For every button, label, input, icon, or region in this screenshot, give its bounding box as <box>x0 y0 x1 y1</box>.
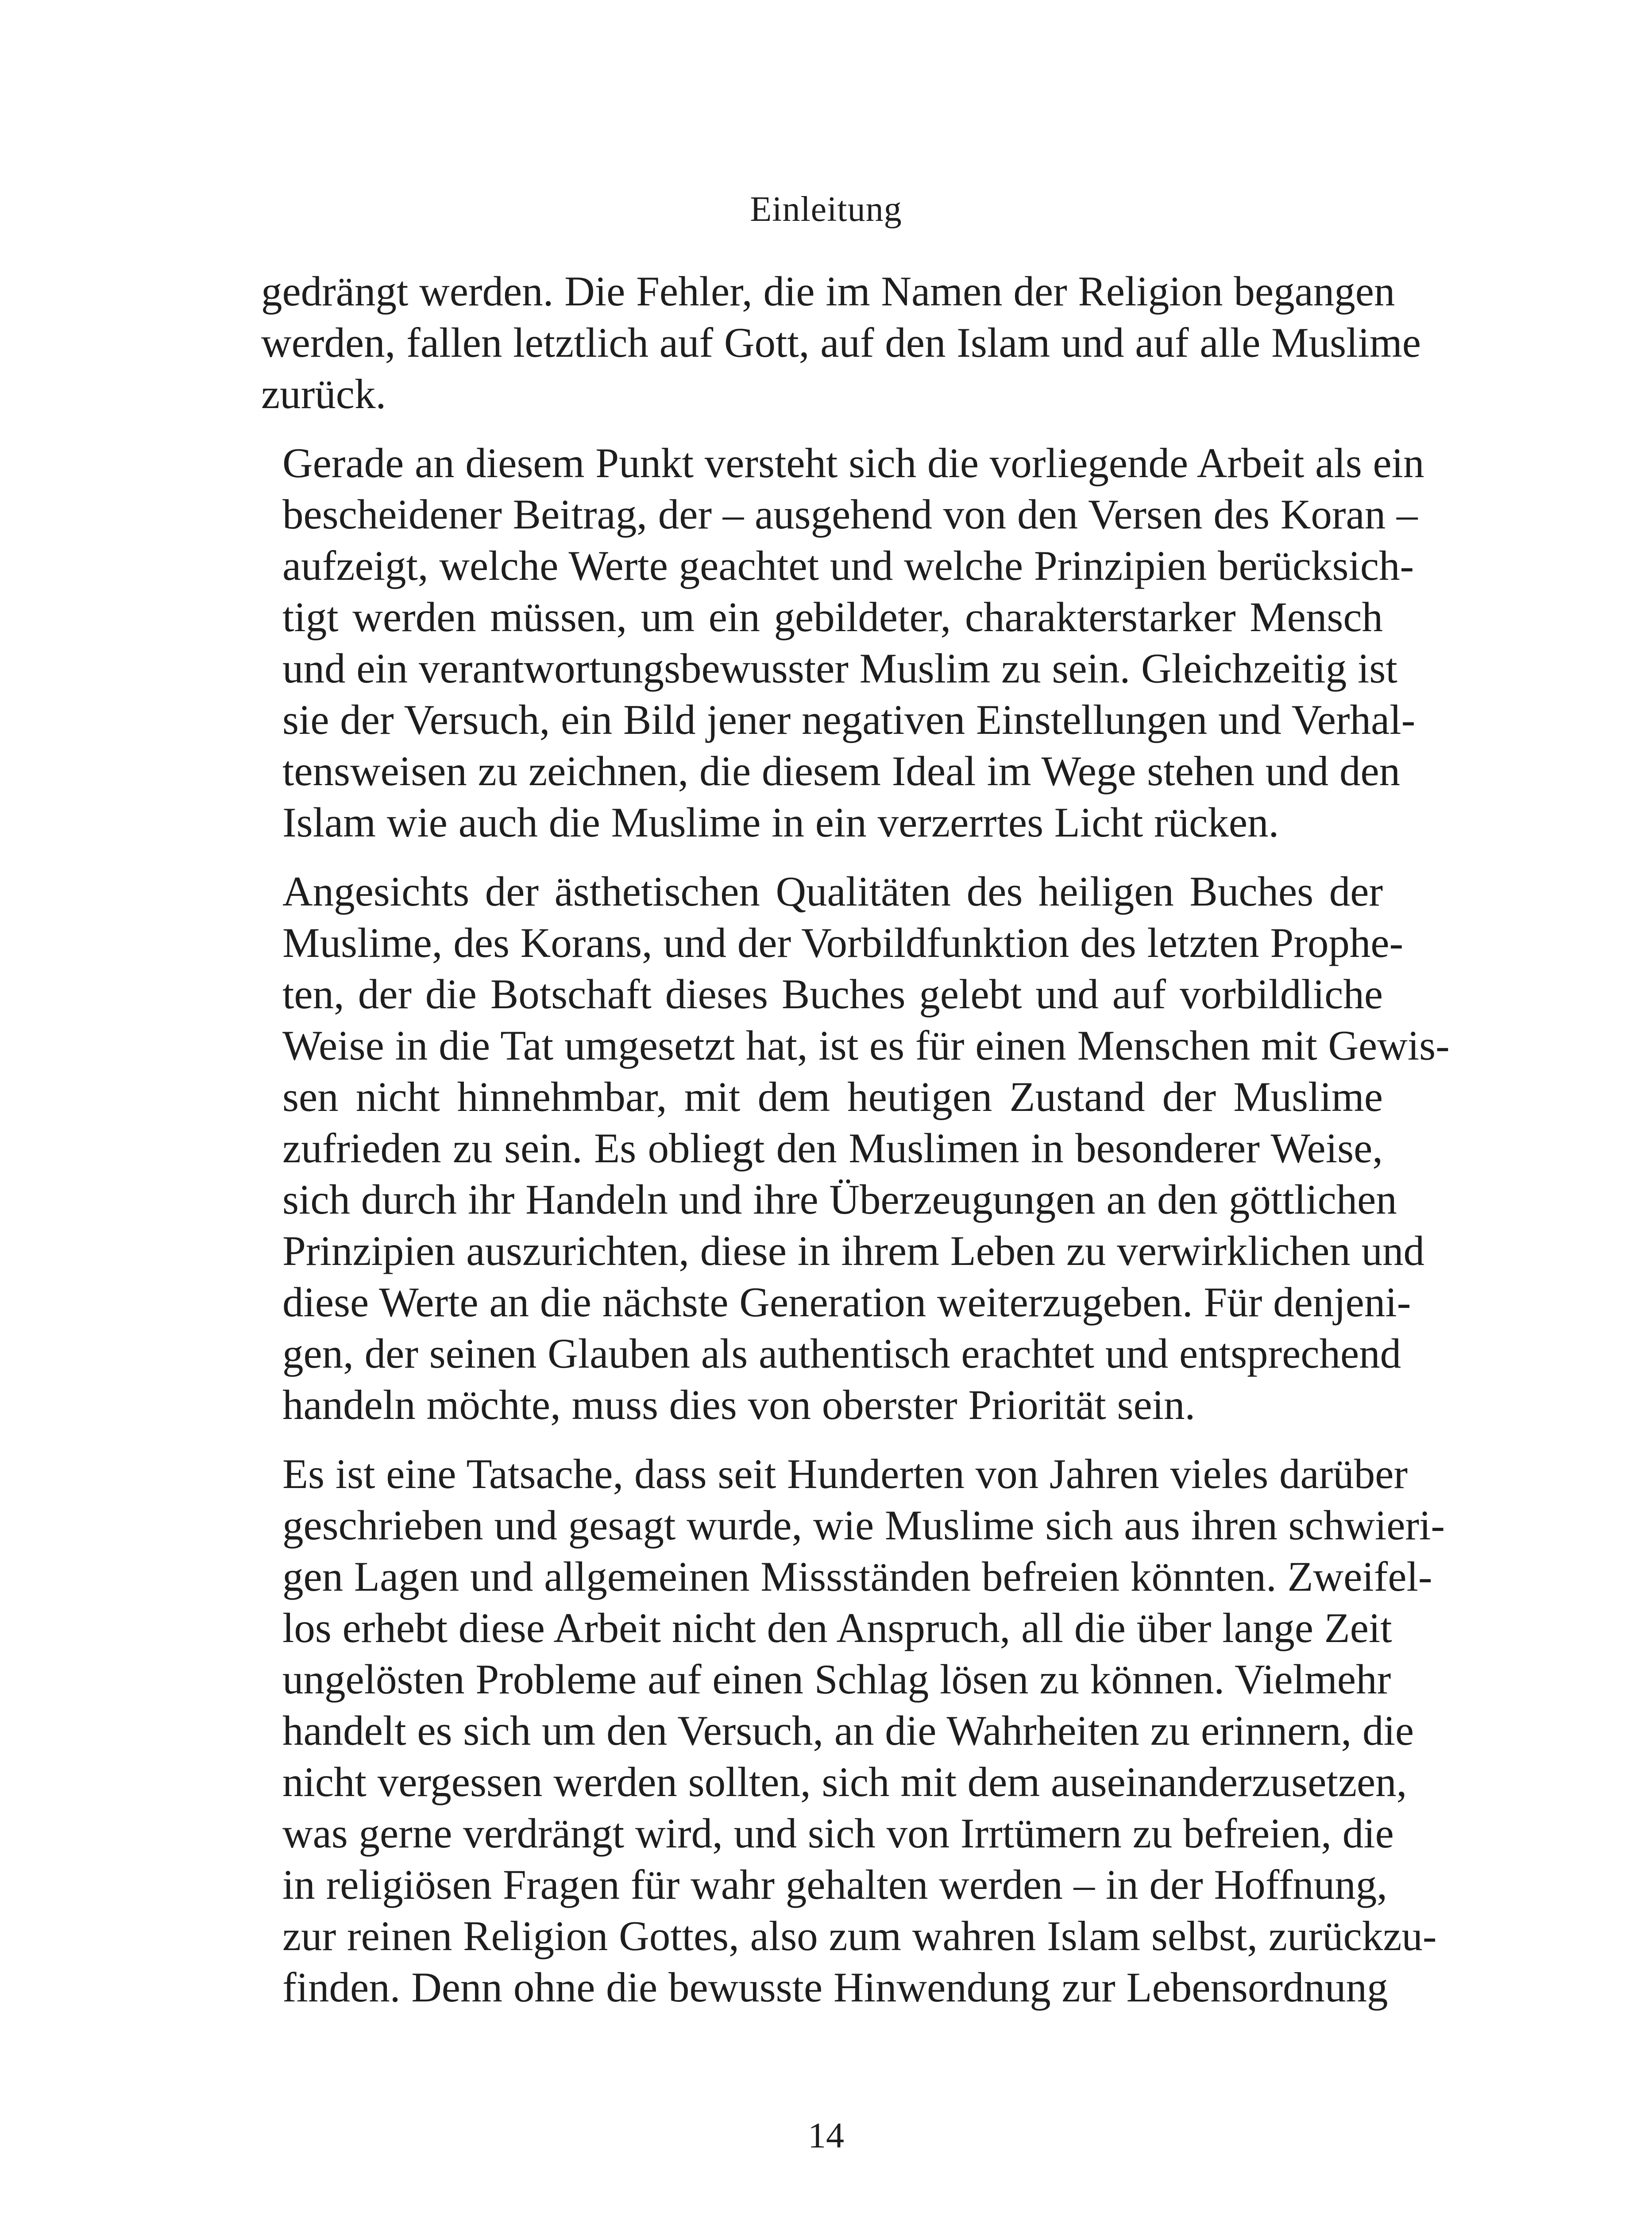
paragraph-3 <box>261 866 1450 1430</box>
text-line: gen Lagen und allgemeinen Missständen befreien könnten. Zweifel- <box>282 1553 1432 1600</box>
text-line: aufzeigt, welche Werte geachtet und welche Prinzipien berücksich- <box>282 542 1414 589</box>
text-line: Es ist eine Tatsache, dass seit Hunderten von Jahren vieles darüber <box>282 1450 1408 1497</box>
text-line: gedrängt werden. Die Fehler, die im Namen der Religion begangen <box>261 268 1395 315</box>
text-line: was gerne verdrängt wird, und sich von Irrtümern zu befreien, die <box>282 1810 1394 1857</box>
text-line: geschrieben und gesagt wurde, wie Muslime sich aus ihren schwieri- <box>282 1502 1445 1549</box>
text-line: Prinzipien auszurichten, diese in ihrem Leben zu verwirklichen und <box>282 1227 1425 1274</box>
text-line: werden, fallen letztlich auf Gott, auf den Islam und auf alle Muslime <box>261 319 1421 366</box>
text-line: los erhebt diese Arbeit nicht den Anspruch, all die über lange Zeit <box>282 1604 1392 1651</box>
text-line: Gerade an diesem Punkt versteht sich die vorliegende Arbeit als ein <box>282 440 1424 486</box>
paragraph-4 <box>261 1448 1445 2013</box>
text-line: nicht vergessen werden sollten, sich mit dem auseinanderzusetzen, <box>282 1758 1407 1805</box>
running-head: Einleitung <box>750 190 902 229</box>
text-line: Weise in die Tat umgesetzt hat, ist es für einen Menschen mit Gewis- <box>282 1022 1450 1069</box>
body-text <box>261 266 1450 2031</box>
text-line: Angesichts der ästhetischen Qualitäten des heiligen Buches der <box>282 868 1383 915</box>
text-line: zur reinen Religion Gottes, also zum wahren Islam selbst, zurückzu- <box>282 1912 1437 1959</box>
text-line: handeln möchte, muss dies von oberster Priorität sein. <box>282 1381 1196 1428</box>
text-line: zufrieden zu sein. Es obliegt den Muslimen in besonderer Weise, <box>282 1125 1383 1172</box>
page-number: 14 <box>808 2115 844 2155</box>
text-line: sie der Versuch, ein Bild jener negativen Einstellungen und Verhal- <box>282 696 1416 743</box>
text-line: tensweisen zu zeichnen, die diesem Ideal im Wege stehen und den <box>282 748 1401 794</box>
text-line: finden. Denn ohne die bewusste Hinwendung zur Lebensordnung <box>282 1964 1388 2011</box>
text-line: sen nicht hinnehmbar, mit dem heutigen Zustand der Muslime <box>282 1073 1383 1120</box>
text-line: handelt es sich um den Versuch, an die Wahrheiten zu erinnern, die <box>282 1707 1414 1754</box>
paragraph-2 <box>261 437 1424 848</box>
paragraph-1 <box>261 266 1421 420</box>
text-line: in religiösen Fragen für wahr gehalten werden – in der Hoffnung, <box>282 1861 1387 1908</box>
text-line: sich durch ihr Handeln und ihre Überzeugungen an den göttlichen <box>282 1176 1397 1223</box>
text-line: bescheidener Beitrag, der – ausgehend von den Versen des Koran – <box>282 491 1418 538</box>
text-line: ungelösten Probleme auf einen Schlag lösen zu können. Vielmehr <box>282 1656 1391 1703</box>
text-line: gen, der seinen Glauben als authentisch erachtet und entsprechend <box>282 1330 1401 1377</box>
text-line: Muslime, des Korans, und der Vorbildfunktion des letzten Prophe- <box>282 919 1404 966</box>
text-line: Islam wie auch die Muslime in ein verzerrtes Licht rücken. <box>282 799 1279 846</box>
text-line: tigt werden müssen, um ein gebildeter, charakterstarker Mensch <box>282 594 1383 640</box>
text-line: ten, der die Botschaft dieses Buches gelebt und auf vorbildliche <box>282 971 1383 1018</box>
text-line: diese Werte an die nächste Generation weiterzugeben. Für denjeni- <box>282 1279 1411 1326</box>
text-line: und ein verantwortungsbewusster Muslim zu sein. Gleichzeitig ist <box>282 645 1397 692</box>
text-line: zurück. <box>261 370 386 417</box>
